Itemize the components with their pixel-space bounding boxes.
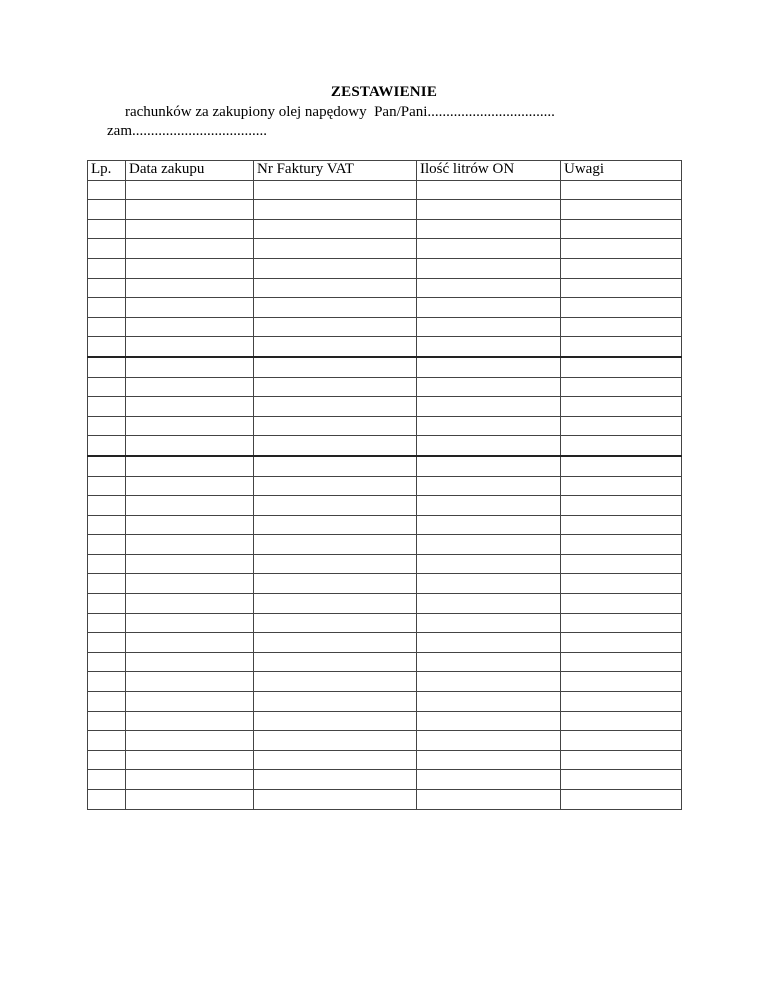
table-cell[interactable] [561, 219, 682, 239]
document-title: ZESTAWIENIE [330, 84, 438, 100]
table-cell[interactable] [561, 652, 682, 672]
table-cell[interactable] [561, 515, 682, 535]
table-cell[interactable] [254, 515, 417, 535]
table-cell[interactable] [126, 219, 254, 239]
table-cell[interactable] [417, 535, 561, 555]
table-cell[interactable] [561, 770, 682, 790]
table-cell[interactable] [88, 219, 126, 239]
table-cell[interactable] [88, 672, 126, 692]
table-cell[interactable] [126, 496, 254, 516]
table-cell[interactable] [88, 594, 126, 614]
table-cell[interactable] [88, 692, 126, 712]
table-row [88, 515, 682, 535]
table-cell[interactable] [417, 377, 561, 397]
table-cell[interactable] [88, 652, 126, 672]
table-cell[interactable] [561, 692, 682, 712]
table-cell[interactable] [88, 298, 126, 318]
table-cell[interactable] [126, 337, 254, 357]
table-cell[interactable] [417, 436, 561, 456]
table-cell[interactable] [417, 476, 561, 496]
table-cell[interactable] [417, 298, 561, 318]
table-cell[interactable] [126, 731, 254, 751]
table-cell[interactable] [88, 456, 126, 476]
table-cell[interactable] [126, 594, 254, 614]
table-cell[interactable] [126, 613, 254, 633]
table-row [88, 298, 682, 318]
table-cell[interactable] [417, 750, 561, 770]
table-cell[interactable] [254, 574, 417, 594]
table-row [88, 258, 682, 278]
table-cell[interactable] [417, 633, 561, 653]
table-row [88, 357, 682, 377]
table-cell[interactable] [417, 594, 561, 614]
table-cell[interactable] [126, 476, 254, 496]
table-cell[interactable] [88, 436, 126, 456]
table-cell[interactable] [88, 574, 126, 594]
table-cell[interactable] [254, 200, 417, 220]
table-cell[interactable] [417, 278, 561, 298]
table-cell[interactable] [88, 535, 126, 555]
address-line: zam.................................... [107, 123, 267, 139]
table-cell[interactable] [254, 476, 417, 496]
purchase-table [87, 160, 682, 810]
table-cell[interactable] [417, 574, 561, 594]
table-cell[interactable] [417, 731, 561, 751]
table-cell[interactable] [561, 436, 682, 456]
table-cell[interactable] [126, 672, 254, 692]
table-cell[interactable] [254, 416, 417, 436]
table-cell[interactable] [88, 613, 126, 633]
table-cell[interactable] [126, 770, 254, 790]
table-cell[interactable] [88, 711, 126, 731]
table-cell[interactable] [417, 515, 561, 535]
table-body [88, 180, 682, 809]
table-cell[interactable] [254, 496, 417, 516]
table-cell[interactable] [417, 317, 561, 337]
table-row [88, 436, 682, 456]
table-cell[interactable] [126, 239, 254, 259]
table-cell[interactable] [417, 613, 561, 633]
table-cell[interactable] [254, 770, 417, 790]
table-cell[interactable] [417, 239, 561, 259]
table-cell[interactable] [126, 652, 254, 672]
table-cell[interactable] [417, 456, 561, 476]
table-row [88, 180, 682, 200]
table-row [88, 672, 682, 692]
table-cell[interactable] [88, 258, 126, 278]
table-cell[interactable] [561, 180, 682, 200]
table-row [88, 397, 682, 417]
table-cell[interactable] [88, 337, 126, 357]
table-cell[interactable] [254, 239, 417, 259]
table-row [88, 476, 682, 496]
table-cell[interactable] [126, 258, 254, 278]
column-header-notes: Uwagi [561, 161, 682, 181]
table-row [88, 594, 682, 614]
table-cell[interactable] [417, 416, 561, 436]
table-cell[interactable] [561, 456, 682, 476]
table-cell[interactable] [88, 770, 126, 790]
table-cell[interactable] [561, 496, 682, 516]
table-cell[interactable] [254, 594, 417, 614]
table-cell[interactable] [254, 337, 417, 357]
column-header-liters: Ilość litrów ON [417, 161, 561, 181]
table-cell[interactable] [126, 416, 254, 436]
table-cell[interactable] [88, 790, 126, 810]
table-cell[interactable] [126, 436, 254, 456]
table-cell[interactable] [254, 258, 417, 278]
table-cell[interactable] [254, 180, 417, 200]
table-row [88, 278, 682, 298]
table-cell[interactable] [417, 770, 561, 790]
table-cell[interactable] [561, 535, 682, 555]
table-cell[interactable] [417, 397, 561, 417]
table-cell[interactable] [88, 554, 126, 574]
table-cell[interactable] [254, 278, 417, 298]
table-cell[interactable] [254, 652, 417, 672]
table-cell[interactable] [417, 496, 561, 516]
table-cell[interactable] [561, 258, 682, 278]
table-row [88, 200, 682, 220]
table-cell[interactable] [126, 633, 254, 653]
table-cell[interactable] [561, 574, 682, 594]
table-cell[interactable] [561, 397, 682, 417]
table-cell[interactable] [417, 357, 561, 377]
table-cell[interactable] [561, 278, 682, 298]
table-cell[interactable] [561, 239, 682, 259]
table-cell[interactable] [561, 200, 682, 220]
table-cell[interactable] [254, 397, 417, 417]
table-cell[interactable] [417, 554, 561, 574]
table-cell[interactable] [126, 298, 254, 318]
table-cell[interactable] [88, 239, 126, 259]
table-cell[interactable] [561, 750, 682, 770]
table-cell[interactable] [126, 200, 254, 220]
table-cell[interactable] [254, 456, 417, 476]
table-cell[interactable] [126, 377, 254, 397]
document-subtitle: rachunków za zakupiony olej napędowy Pan/Pani.................................. [125, 104, 555, 120]
table-cell[interactable] [88, 200, 126, 220]
table-row [88, 633, 682, 653]
table-cell[interactable] [254, 436, 417, 456]
table-cell[interactable] [561, 476, 682, 496]
table-row [88, 770, 682, 790]
table-row [88, 574, 682, 594]
table-cell[interactable] [417, 692, 561, 712]
table-cell[interactable] [254, 613, 417, 633]
table-row [88, 731, 682, 751]
table-cell[interactable] [254, 219, 417, 239]
table-cell[interactable] [254, 377, 417, 397]
table-cell[interactable] [254, 731, 417, 751]
table-cell[interactable] [126, 317, 254, 337]
table-cell[interactable] [561, 298, 682, 318]
table-cell[interactable] [561, 554, 682, 574]
table-cell[interactable] [88, 750, 126, 770]
table-cell[interactable] [561, 377, 682, 397]
table-cell[interactable] [254, 298, 417, 318]
table-cell[interactable] [126, 750, 254, 770]
table-cell[interactable] [126, 711, 254, 731]
table-cell[interactable] [561, 790, 682, 810]
column-header-invoice: Nr Faktury VAT [254, 161, 417, 181]
column-header-lp: Lp. [88, 161, 126, 181]
table-cell[interactable] [254, 790, 417, 810]
table-cell[interactable] [561, 416, 682, 436]
table-cell[interactable] [254, 535, 417, 555]
table-cell[interactable] [88, 731, 126, 751]
table-cell[interactable] [126, 357, 254, 377]
table-cell[interactable] [126, 692, 254, 712]
table-cell[interactable] [417, 337, 561, 357]
table-cell[interactable] [417, 219, 561, 239]
table-cell[interactable] [561, 594, 682, 614]
table-cell[interactable] [417, 180, 561, 200]
table-cell[interactable] [561, 337, 682, 357]
table-row [88, 317, 682, 337]
table-cell[interactable] [417, 711, 561, 731]
table-cell[interactable] [561, 731, 682, 751]
table-row [88, 239, 682, 259]
table-cell[interactable] [417, 672, 561, 692]
table-cell[interactable] [126, 554, 254, 574]
table-cell[interactable] [88, 416, 126, 436]
table-cell[interactable] [561, 613, 682, 633]
table-cell[interactable] [417, 790, 561, 810]
table-row [88, 750, 682, 770]
table-cell[interactable] [88, 633, 126, 653]
table-cell[interactable] [561, 357, 682, 377]
table-row [88, 613, 682, 633]
table-cell[interactable] [88, 278, 126, 298]
table-cell[interactable] [561, 711, 682, 731]
table-row [88, 456, 682, 476]
table-row [88, 711, 682, 731]
table-cell[interactable] [417, 258, 561, 278]
table-cell[interactable] [417, 200, 561, 220]
table-row [88, 790, 682, 810]
table-cell[interactable] [561, 317, 682, 337]
table-cell[interactable] [254, 750, 417, 770]
table-cell[interactable] [417, 652, 561, 672]
table-row [88, 337, 682, 357]
table-cell[interactable] [254, 554, 417, 574]
table-cell[interactable] [126, 180, 254, 200]
table-cell[interactable] [126, 535, 254, 555]
table-cell[interactable] [88, 180, 126, 200]
table-cell[interactable] [88, 476, 126, 496]
table-cell[interactable] [126, 790, 254, 810]
table-cell[interactable] [126, 456, 254, 476]
table-cell[interactable] [88, 357, 126, 377]
table-row [88, 377, 682, 397]
table-cell[interactable] [254, 633, 417, 653]
table-cell[interactable] [88, 377, 126, 397]
table-cell[interactable] [88, 496, 126, 516]
table-cell[interactable] [254, 317, 417, 337]
table-row [88, 692, 682, 712]
table-cell[interactable] [126, 515, 254, 535]
table-row [88, 496, 682, 516]
table-cell[interactable] [126, 278, 254, 298]
table-header-row [88, 161, 682, 181]
table-cell[interactable] [126, 574, 254, 594]
table-cell[interactable] [254, 692, 417, 712]
table-row [88, 219, 682, 239]
table-row [88, 535, 682, 555]
table-row [88, 554, 682, 574]
table-cell[interactable] [254, 672, 417, 692]
table-cell[interactable] [126, 397, 254, 417]
table-cell[interactable] [561, 633, 682, 653]
table-row [88, 652, 682, 672]
table-cell[interactable] [561, 672, 682, 692]
table-row [88, 416, 682, 436]
column-header-date: Data zakupu [126, 161, 254, 181]
table-cell[interactable] [88, 397, 126, 417]
table-cell[interactable] [254, 357, 417, 377]
table-cell[interactable] [254, 711, 417, 731]
table-cell[interactable] [88, 515, 126, 535]
table-cell[interactable] [88, 317, 126, 337]
